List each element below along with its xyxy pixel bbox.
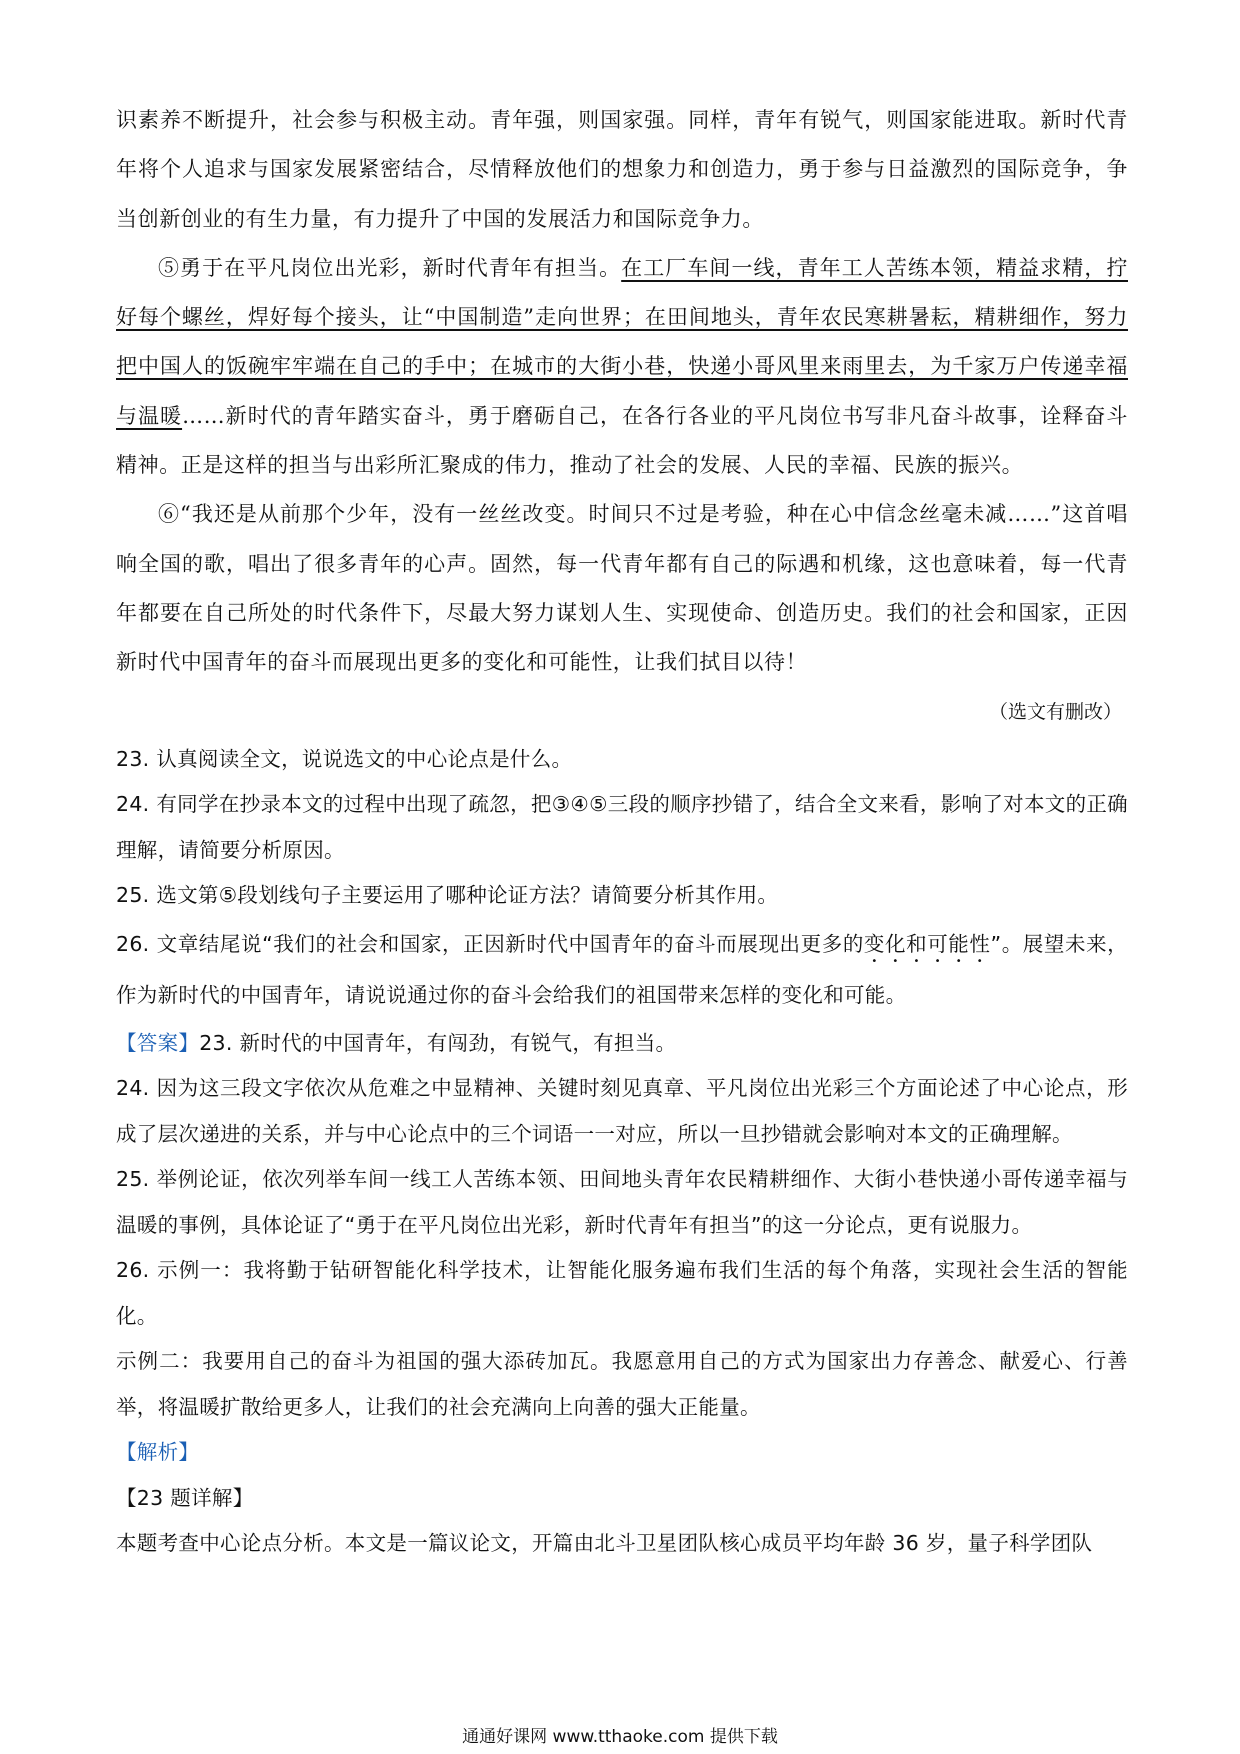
answer-26-example-1: 26. 示例一：我将勤于钻研智能化科学技术，让智能化服务遍布我们生活的每个角落，实现社会生活的智能化。 [116,1258,1128,1328]
detail-23-text: 本题考查中心论点分析。本文是一篇议论文，开篇由北斗卫星团队核心成员平均年龄 36 岁，量子科学团队 [116,1531,1093,1556]
answer-tag: 【答案】 [116,1030,200,1055]
detail-23-heading: 【23 题详解】 [116,1485,254,1510]
paragraph-5 [116,244,1128,490]
question-26-part-b: ”。展望未来，作为新时代的中国青年，请说说通过你的奋斗会给我们的祖国带来怎样的变化和可能。 [116,931,1128,1007]
paragraph-continued: 识素养不断提升，社会参与积极主动。青年强，则国家强。同样，青年有锐气，则国家能进取。新时代青年将个人追求与国家发展紧密结合，尽情释放他们的想象力和创造力，勇于参与日益激烈的国际竞争，争当创新创业的有生力量，有力提升了中国的发展活力和国际竞争力。 [116,108,1128,231]
page-content [116,96,1128,1567]
paragraph-5-lead: ⑤勇于在平凡岗位出光彩，新时代青年有担当。 [158,255,622,280]
question-26-part-a: 26. 文章结尾说“我们的社会和国家，正因新时代中国青年的奋斗而展现出更多的 [116,931,864,956]
footer-text: 通通好课网 www.tthaoke.com 提供下载 [462,1727,778,1747]
emphasized-phrase: 变化和可能性 [863,931,991,956]
answer-24: 24. 因为这三段文字依次从危难之中显精神、关键时刻见真章、平凡岗位出光彩三个方面论述了中心论点，形成了层次递进的关系，并与中心论点中的三个词语一一对应，所以一旦抄错就会影响对本文的正确理解。 [116,1076,1128,1146]
paragraph-5-rest: ……新时代的青年踏实奋斗，勇于磨砺自己，在各行各业的平凡岗位书写非凡奋斗故事，诠释奋斗精神。正是这样的担当与出彩所汇聚成的伟力，推动了社会的发展、人民的幸福、民族的振兴。 [116,403,1128,478]
answer-25: 25. 举例论证，依次列举车间一线工人苦练本领、田间地头青年农民精耕细作、大街小巷快递小哥传递幸福与温暖的事例，具体论证了“勇于在平凡岗位出光彩，新时代青年有担当”的这一分论点，更有说服力。 [116,1167,1128,1237]
analysis-tag: 【解析】 [116,1440,200,1465]
questions-block [116,737,1128,1567]
question-25: 25. 选文第⑤段划线句子主要运用了哪种论证方法？请简要分析其作用。 [116,883,779,908]
paragraph-6: ⑥“我还是从前那个少年，没有一丝丝改变。时间只不过是考验，种在心中信念丝毫未减……”这首唱响全国的歌，唱出了很多青年的心声。固然，每一代青年都有自己的际遇和机缘，这也意味着，每一代青年都要在自己所处的时代条件下，尽最大努力谋划人生、实现使命、创造历史。我们的社会和国家，正因新时代中国青年的奋斗而展现出更多的变化和可能性，让我们拭目以待！ [116,502,1128,675]
question-26 [116,919,1128,1021]
answer-23 [116,1021,1128,1067]
answer-26-example-2: 示例二：我要用自己的奋斗为祖国的强大添砖加瓦。我愿意用自己的方式为国家出力存善念、献爱心、行善举，将温暖扩散给更多人，让我们的社会充满向上向善的强大正能量。 [116,1349,1128,1419]
underlined-sentence: 在工厂车间一线，青年工人苦练本领，精益求精，拧好每个螺丝，焊好每个接头，让“中国制造”走向世界；在田间地头，青年农民寒耕暑耘，精耕细作，努力把中国人的饭碗牢牢端在自己的手中；在城市的大街小巷，快递小哥风里来雨里去，为千家万户传递幸福与温暖 [116,255,1128,428]
question-23: 23. 认真阅读全文，说说选文的中心论点是什么。 [116,746,573,771]
source-note: （选文有删改） [988,700,1122,723]
question-24: 24. 有同学在抄录本文的过程中出现了疏忽，把③④⑤三段的顺序抄错了，结合全文来看，影响了对本文的正确理解，请简要分析原因。 [116,792,1128,862]
reading-passage [116,96,1128,688]
answer-23-text: 23. 新时代的中国青年，有闯劲，有锐气，有担当。 [199,1030,677,1055]
